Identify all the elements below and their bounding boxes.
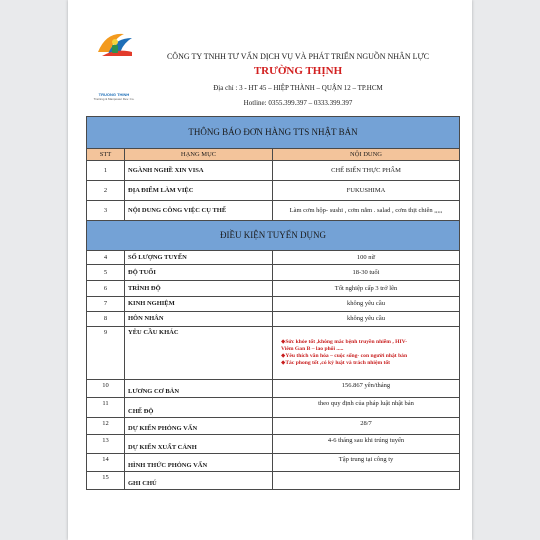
conditions-banner-row (87, 221, 460, 251)
row-item: DỰ KIẾN PHỎNG VẤN (125, 418, 273, 435)
row-stt: 9 (87, 327, 125, 380)
row-value: không yêu cầu (273, 297, 460, 312)
requirements-list (273, 327, 460, 380)
row-stt: 13 (87, 435, 125, 454)
row-value: 156.867 yên/tháng (273, 380, 460, 398)
row-value (273, 472, 460, 490)
diamond-bullet-icon: ◆ (281, 360, 286, 366)
logo-text: TRUONG THINH (98, 92, 130, 97)
row-value: Làm cơm hộp- sushi , cơm nắm . salad , cơm thịt chiên ,,,,, (273, 201, 460, 221)
table-row (87, 454, 460, 472)
document-page (68, 0, 472, 540)
requirement-item: Viêm Gan B – lao phổi ..... (281, 346, 344, 352)
row-value: 4-6 tháng sau khi trúng tuyển (273, 435, 460, 454)
row-item: TRÌNH ĐỘ (125, 281, 273, 297)
table-row (87, 265, 460, 281)
row-stt: 15 (87, 472, 125, 490)
row-value: CHẾ BIẾN THỰC PHẨM (273, 161, 460, 181)
column-header-value: NỘI DUNG (273, 149, 460, 161)
brand-name: TRƯỜNG THỊNH (253, 65, 343, 77)
row-value: FUKUSHIMA (273, 181, 460, 201)
company-name: CÔNG TY TNHH TƯ VẤN DỊCH VỤ VÀ PHÁT TRIỂN NGUỒN NHÂN LỰC (166, 52, 430, 61)
row-stt: 1 (87, 161, 125, 181)
table-row (87, 435, 460, 454)
row-item: YÊU CẦU KHÁC (125, 327, 273, 380)
table-row (87, 281, 460, 297)
row-value: Tốt nghiệp cấp 3 trở lên (273, 281, 460, 297)
row-item: GHI CHÚ (125, 472, 273, 490)
company-logo-icon (94, 26, 136, 64)
column-header-item: HẠNG MỤC (125, 149, 273, 161)
diamond-bullet-icon: ◆ (281, 339, 286, 345)
diamond-bullet-icon: ◆ (281, 353, 286, 359)
row-stt: 3 (87, 201, 125, 221)
row-value: 28/7 (273, 418, 460, 435)
row-value: không yêu cầu (273, 312, 460, 327)
row-stt: 4 (87, 251, 125, 265)
table-row (87, 201, 460, 221)
row-stt: 12 (87, 418, 125, 435)
table-row (87, 472, 460, 490)
company-hotline: Hotline: 0355.399.397 – 0333.399.397 (243, 99, 353, 107)
logo-subtext: Training & Manpower Dev. Co. (93, 97, 135, 101)
row-stt: 5 (87, 265, 125, 281)
row-stt: 8 (87, 312, 125, 327)
row-value: 100 nữ (273, 251, 460, 265)
row-stt: 2 (87, 181, 125, 201)
row-value: Tập trung tại công ty (273, 454, 460, 472)
table-row (87, 297, 460, 312)
table-row (87, 312, 460, 327)
requirement-item: ◆Yêu thích văn hóa – cuộc sống- con người nhật bản (281, 353, 408, 359)
row-stt: 7 (87, 297, 125, 312)
row-item: NỘI DUNG CÔNG VIỆC CỤ THỂ (125, 201, 273, 221)
row-stt: 6 (87, 281, 125, 297)
row-item: DỰ KIẾN XUẤT CẢNH (125, 435, 273, 454)
table-row (87, 418, 460, 435)
row-item: ĐỘ TUỔI (125, 265, 273, 281)
row-value: 18-30 tuổi (273, 265, 460, 281)
company-address: Địa chỉ : 3 - HT 45 – HIỆP THÀNH – QUẬN 12 – TP.HCM (213, 84, 383, 92)
row-value: theo quy định của pháp luật nhật bản (273, 398, 460, 418)
table-row (87, 181, 460, 201)
column-header-row (87, 149, 460, 161)
requirements-row (87, 327, 460, 380)
order-banner-row (87, 117, 460, 149)
table-row (87, 380, 460, 398)
row-stt: 10 (87, 380, 125, 398)
order-table (86, 116, 460, 490)
row-item: KINH NGHIỆM (125, 297, 273, 312)
requirement-item: ◆Sức khỏe tốt ,không mắc bệnh truyền nhiễm , HIV- (281, 339, 408, 345)
row-stt: 11 (87, 398, 125, 418)
row-item: SỐ LƯỢNG TUYỂN (125, 251, 273, 265)
requirement-item: ◆Tác phong tốt ,có kỷ luật và trách nhiệm tốt (281, 360, 391, 366)
row-item: HÔN NHÂN (125, 312, 273, 327)
table-row (87, 161, 460, 181)
row-item: HÌNH THỨC PHỎNG VẤN (125, 454, 273, 472)
column-header-stt: STT (87, 149, 125, 161)
row-item: LƯƠNG CƠ BẢN (125, 380, 273, 398)
row-stt: 14 (87, 454, 125, 472)
row-item: NGÀNH NGHỀ XIN VISA (125, 161, 273, 181)
table-row (87, 398, 460, 418)
table-row (87, 251, 460, 265)
order-banner: THÔNG BÁO ĐƠN HÀNG TTS NHẬT BẢN (87, 117, 460, 149)
row-item: CHẾ ĐỘ (125, 398, 273, 418)
conditions-banner: ĐIỀU KIỆN TUYỂN DỤNG (87, 221, 460, 251)
row-item: ĐỊA ĐIỂM LÀM VIỆC (125, 181, 273, 201)
